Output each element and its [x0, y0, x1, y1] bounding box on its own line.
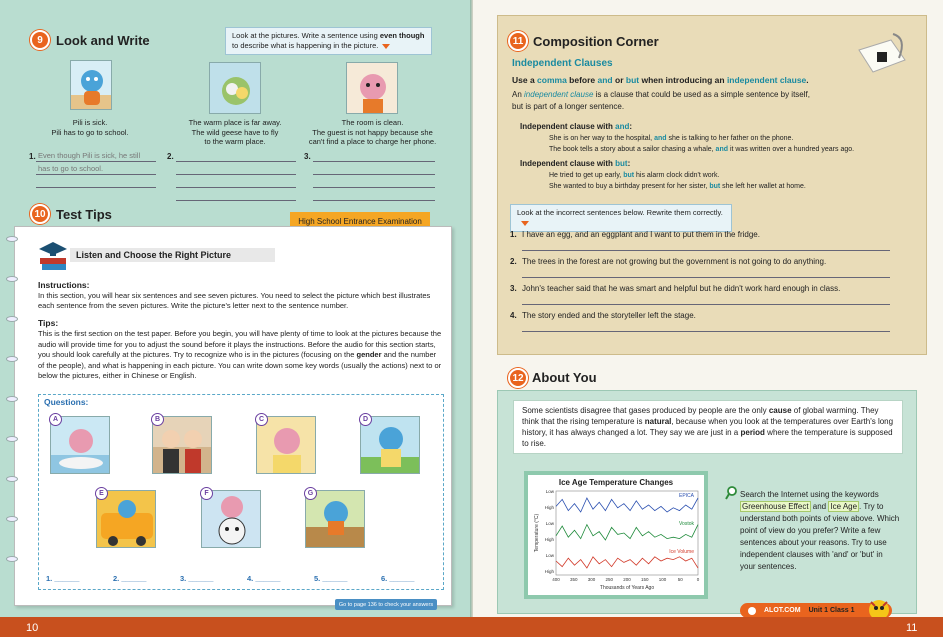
spiral-ring: [6, 236, 18, 242]
composition-definition: An independent clause is a clause that could be used as a simple sentence by itself, but is part of a longer sentence.: [512, 90, 810, 111]
picture-guest-phone: [346, 62, 398, 114]
section-9-title: Look and Write: [56, 33, 150, 48]
x-tick-label: 0: [696, 577, 700, 582]
legend-ice-volume: Ice Volume: [669, 549, 694, 555]
section-11-title: Composition Corner: [533, 34, 659, 49]
write-line[interactable]: [313, 187, 435, 188]
write-line[interactable]: [313, 174, 435, 175]
and-clause-label: Independent clause with and:: [520, 122, 633, 131]
exam-banner: High School Entrance Examination: [290, 212, 430, 230]
magnifier-icon: [725, 486, 737, 500]
caption-2: The warm place is far away. The wild geese have to fly to the warm place.: [188, 118, 282, 146]
write-line[interactable]: [176, 200, 296, 201]
but-example-2: She wanted to buy a birthday present for her sister, but she left her wallet at home.: [549, 183, 806, 190]
write-line[interactable]: [313, 161, 435, 162]
write-line[interactable]: [522, 304, 890, 305]
answer-2-number: 2.: [167, 152, 174, 161]
arrow-down-icon: [521, 221, 529, 226]
answer-blank-4[interactable]: 4. ______: [247, 574, 281, 583]
unit-label: Unit 1 Class 1: [808, 607, 855, 614]
test-tips-heading: Listen and Choose the Right Picture: [70, 248, 275, 262]
x-tick-label: 400: [552, 577, 560, 582]
section-9-instruction: Look at the pictures. Write a sentence using even though to describe what is happening in the picture.: [225, 27, 432, 55]
section-12-number: 12: [508, 368, 528, 388]
x-tick-label: 200: [623, 577, 631, 582]
and-example-1: She is on her way to the hospital, and she is talking to her father on the phone.: [549, 135, 794, 142]
answer-3-number: 3.: [304, 152, 311, 161]
books-graduation-cap-icon: [38, 240, 68, 272]
spiral-ring: [6, 436, 18, 442]
footer-bar: [0, 617, 943, 637]
book-spine: [470, 0, 473, 637]
questions-label: Questions:: [44, 397, 89, 407]
answer-blank-3[interactable]: 3. ______: [180, 574, 214, 583]
item-2-sentence: The trees in the forest are not growing but the government is not going to do anything.: [522, 257, 827, 266]
write-line[interactable]: [313, 200, 435, 201]
x-tick-label: 350: [569, 577, 578, 582]
write-line[interactable]: [176, 187, 296, 188]
and-example-2: The book tells a story about a sailor chasing a whale, and it was written over a hundred years ago.: [549, 146, 855, 153]
y-tick-label: Low: [545, 521, 554, 526]
search-task-text: Search the Internet using the keywords Greenhouse Effect and Ice Age . Try to understand both points of view above. Which point of view do you prefer? Write a few sentences about your reasons. Try to use independent clauses with 'and' or 'but' in your sentences.: [740, 490, 900, 571]
answer-1-number: 1.: [29, 152, 36, 161]
but-clause-label: Independent clause with but:: [520, 159, 631, 168]
paper-ink-quill-icon: [855, 30, 911, 78]
instructions-text: In this section, you will hear six sentences and see seven pictures. You need to select the picture which best illustrates each sentence from the seven pictures. Write the picture's letter next to the sentence number.: [38, 291, 431, 310]
item-3-number: 3.: [510, 284, 517, 293]
spiral-ring: [6, 316, 18, 322]
answer-blank-5[interactable]: 5. ______: [314, 574, 348, 583]
item-1-number: 1.: [510, 230, 517, 239]
x-tick-label: 50: [677, 577, 683, 582]
section-10-number: 10: [30, 204, 50, 224]
answer-blank-2[interactable]: 2. ______: [113, 574, 147, 583]
letter-f: F: [200, 487, 213, 500]
example-answer-line2: has to go to school.: [38, 164, 104, 173]
write-line: [36, 187, 156, 188]
spiral-ring: [6, 276, 18, 282]
page-number-right: 11: [906, 622, 918, 634]
letter-d: D: [359, 413, 372, 426]
item-4-number: 4.: [510, 311, 517, 320]
letter-a: A: [49, 413, 62, 426]
about-you-paragraph: Some scientists disagree that gases produced by people are the only cause of global warming. They think that the rising temperature is natural, because when you look at the temperatures over Earth's long history, it has always changed a lot. They say we are just in a period where the temperature is supposed to rise.: [513, 400, 903, 454]
letter-c: C: [255, 413, 268, 426]
item-2-number: 2.: [510, 257, 517, 266]
series-line-vostok: [556, 525, 698, 540]
caption-3: The room is clean. The guest is not happy because she can't find a place to charge her phone.: [308, 118, 437, 146]
spiral-ring: [6, 556, 18, 562]
letter-e: E: [95, 487, 108, 500]
y-tick-label: Low: [545, 489, 554, 494]
answer-blank-1[interactable]: 1. ______: [46, 574, 80, 583]
section-12-title: About You: [532, 370, 597, 385]
picture-pili-sick: [70, 60, 112, 110]
answer-blank-6[interactable]: 6. ______: [381, 574, 415, 583]
x-tick-label: 250: [605, 577, 614, 582]
section-9-number: 9: [30, 30, 50, 50]
write-line[interactable]: [176, 174, 296, 175]
spiral-ring: [6, 516, 18, 522]
y-tick-label: High: [544, 505, 554, 510]
letter-g: G: [304, 487, 317, 500]
write-line[interactable]: [176, 161, 296, 162]
section-10-title: Test Tips: [56, 207, 112, 222]
ice-age-chart: [524, 471, 708, 599]
tips-label: Tips:: [38, 318, 59, 328]
write-line[interactable]: [522, 331, 890, 332]
picture-wild-geese: [209, 62, 261, 114]
legend-epica: EPICA: [678, 493, 694, 499]
composition-rule: Use a comma before and or but when introducing an independent clause.: [512, 75, 809, 85]
series-line-epica: [556, 498, 698, 512]
y-tick-label: High: [544, 569, 554, 574]
write-line[interactable]: [522, 277, 890, 278]
caption-1: Pili is sick. Pili has to go to school.: [51, 118, 129, 137]
letter-b: B: [151, 413, 164, 426]
composition-subtitle: Independent Clauses: [512, 58, 613, 69]
x-tick-label: 100: [658, 577, 667, 582]
instructions-label: Instructions:: [38, 280, 90, 290]
arrow-down-icon: [382, 44, 390, 49]
spiral-ring: [6, 396, 18, 402]
page-number-left: 10: [26, 622, 39, 634]
section-11-number: 11: [508, 31, 528, 51]
y-tick-label: High: [544, 537, 554, 542]
x-axis-label: Thousands of Years Ago: [599, 585, 655, 591]
spiral-ring: [6, 476, 18, 482]
item-4-sentence: The story ended and the storyteller left the stage.: [522, 311, 696, 320]
spiral-ring: [6, 356, 18, 362]
but-example-1: He tried to get up early, but his alarm clock didn't work.: [549, 172, 720, 179]
y-axis-label: Temperature (°C): [534, 513, 540, 553]
badge-dot-icon: [748, 607, 756, 615]
tips-text: This is the first section on the test paper. Before you begin, you will have plenty of time to look at the pictures because the audio will provide time for you to adjust the sound before it plays the instructions. Before the audio for this section starts, you should look carefully at the pictures. Try to recognize who is in the pictures (focusing on the gender and the number of the people), and what is happening in each picture. You can write down some key words (usually the actions) next to or below the pictures, either in Chinese or English.: [38, 329, 442, 380]
rewrite-instruction: Look at the incorrect sentences below. Rewrite them correctly.: [510, 204, 732, 232]
x-tick-label: 150: [640, 577, 649, 582]
write-line[interactable]: [522, 250, 890, 251]
series-line-ice-volume: [556, 557, 698, 568]
chart-title: Ice Age Temperature Changes: [558, 478, 674, 487]
alot-label: ALOT.COM: [764, 607, 801, 614]
item-1-sentence: I have an egg, and an eggplant and I want to put them in the fridge.: [522, 230, 760, 239]
legend-vostok: Vostok: [678, 521, 694, 527]
write-line: [36, 174, 156, 175]
check-answers-link[interactable]: Go to page 136 to check your answers: [335, 599, 437, 610]
y-tick-label: Low: [545, 553, 554, 558]
item-3-sentence: John's teacher said that he was smart and helpful but he didn't work hard enough in class.: [522, 284, 841, 293]
write-line: [36, 161, 156, 162]
chart-plot: [528, 475, 704, 595]
x-tick-label: 300: [587, 577, 596, 582]
example-answer-line1: Even though Pili is sick, he still: [38, 151, 141, 160]
